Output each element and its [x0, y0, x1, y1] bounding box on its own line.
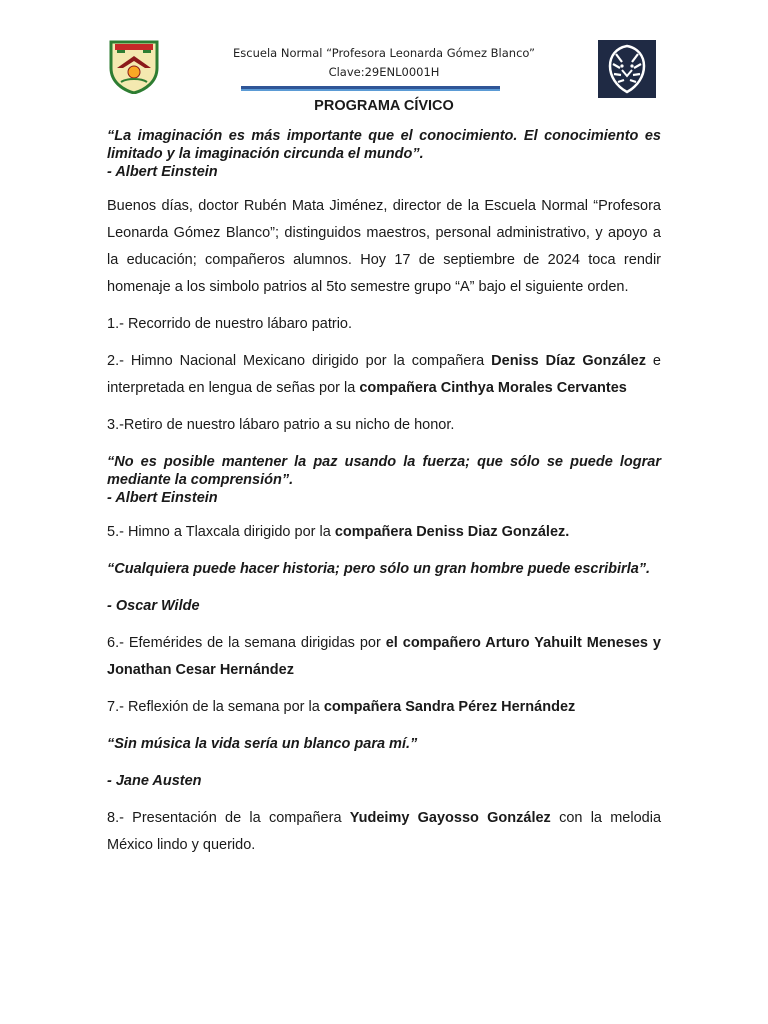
item-person: compañera Deniss Diaz González. — [334, 524, 570, 540]
program-item-6 — [107, 630, 661, 684]
quote-author-wilde: - Oscar Wilde — [107, 598, 200, 614]
item-person: compañera Sandra Pérez Hernández — [323, 699, 576, 715]
program-item-7 — [107, 694, 661, 721]
item-text: con la melodia México lindo y querido. — [107, 810, 662, 853]
item-person: el compañero Arturo Yahuilt Meneses y Jonathan Cesar Hernández — [107, 635, 661, 678]
item-person: compañera Cinthya Morales Cervantes — [359, 380, 627, 396]
program-item-2 — [107, 348, 661, 402]
program-item-1: 1.- Recorrido de nuestro lábaro patrio. — [107, 316, 353, 332]
item-text: 8.- Presentación de la compañera — [107, 810, 350, 826]
page-header — [0, 0, 768, 120]
quote-text: “La imaginación es más importante que el conocimiento. El conocimiento es limitado y la imaginación circunda el mundo”. — [107, 128, 661, 162]
program-item-8 — [107, 805, 661, 859]
item-person: Yudeimy Gayosso González — [349, 810, 551, 826]
item-text: 6.- Efemérides de la semana dirigidas por — [107, 635, 386, 651]
program-item-5 — [107, 519, 661, 546]
quote-einstein-2 — [107, 453, 661, 507]
item-text: e interpretada en lengua de señas por la — [107, 353, 661, 396]
quote-author: - Albert Einstein — [107, 164, 218, 180]
item-text: 7.- Reflexión de la semana por la — [107, 699, 324, 715]
school-code: Clave:29ENL0001H — [328, 65, 440, 79]
program-body — [107, 127, 661, 859]
quote-author-austen: - Jane Austen — [107, 773, 202, 789]
school-crest-icon — [107, 38, 161, 94]
quote-wilde: “Cualquiera puede hacer historia; pero sólo un gran hombre puede escribirla”. — [107, 561, 651, 577]
item-text: 2.- Himno Nacional Mexicano dirigido por la compañera — [107, 353, 492, 369]
intro-paragraph: Buenos días, doctor Rubén Mata Jiménez, director de la Escuela Normal “Profesora Leonarda Gómez Blanco”; distinguidos maestros, personal administrativo, y apoyo a la educación; compañeros alumnos. Hoy 17 de septiembre de 2024 toca rendir homenaje a los simbolo patrios al 5to semestre grupo “A” bajo el siguiente orden. — [107, 198, 661, 295]
lion-head-icon — [598, 40, 656, 98]
quote-austen: “Sin música la vida sería un blanco para mí.” — [107, 736, 418, 752]
school-name: Escuela Normal “Profesora Leonarda Gómez Blanco” — [233, 46, 535, 60]
quote-text: “No es posible mantener la paz usando la fuerza; que sólo se puede lograr mediante la comprensión”. — [107, 454, 661, 488]
item-person: Deniss Díaz González — [491, 353, 646, 369]
item-text: 5.- Himno a Tlaxcala dirigido por la — [107, 524, 335, 540]
quote-author: - Albert Einstein — [107, 490, 218, 506]
program-title: PROGRAMA CÍVICO — [314, 98, 454, 114]
quote-einstein-1 — [107, 127, 661, 181]
header-divider-accent — [241, 89, 500, 91]
program-item-3: 3.-Retiro de nuestro lábaro patrio a su nicho de honor. — [107, 417, 455, 433]
